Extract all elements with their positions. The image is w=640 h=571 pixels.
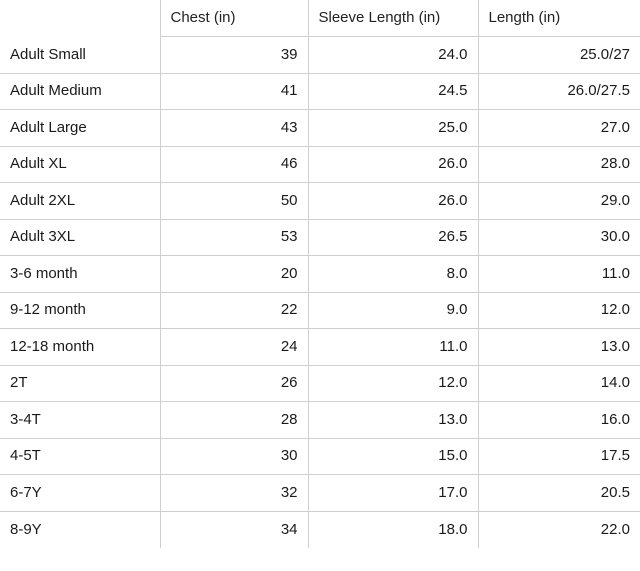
column-header-length: Length (in) — [478, 0, 640, 37]
cell-length: 22.0 — [478, 511, 640, 548]
cell-length: 27.0 — [478, 110, 640, 147]
table-row — [0, 37, 640, 74]
cell-length: 30.0 — [478, 219, 640, 256]
cell-size: Adult Medium — [0, 73, 160, 110]
cell-length: 29.0 — [478, 183, 640, 220]
table-row — [0, 256, 640, 293]
table-row — [0, 475, 640, 512]
cell-length: 14.0 — [478, 365, 640, 402]
cell-sleeve: 13.0 — [308, 402, 478, 439]
cell-length: 17.5 — [478, 438, 640, 475]
column-header-chest: Chest (in) — [160, 0, 308, 37]
cell-chest: 41 — [160, 73, 308, 110]
cell-sleeve: 26.0 — [308, 146, 478, 183]
cell-length: 25.0/27 — [478, 37, 640, 74]
cell-chest: 34 — [160, 511, 308, 548]
cell-size: Adult 2XL — [0, 183, 160, 220]
cell-size: 6-7Y — [0, 475, 160, 512]
cell-sleeve: 18.0 — [308, 511, 478, 548]
cell-chest: 22 — [160, 292, 308, 329]
cell-length: 20.5 — [478, 475, 640, 512]
cell-length: 26.0/27.5 — [478, 73, 640, 110]
cell-chest: 26 — [160, 365, 308, 402]
table-row — [0, 73, 640, 110]
table-row — [0, 511, 640, 548]
cell-length: 13.0 — [478, 329, 640, 366]
table-row — [0, 402, 640, 439]
cell-size: 4-5T — [0, 438, 160, 475]
cell-chest: 43 — [160, 110, 308, 147]
cell-sleeve: 12.0 — [308, 365, 478, 402]
table-header — [0, 0, 640, 37]
cell-size: 3-4T — [0, 402, 160, 439]
cell-size: Adult Small — [0, 37, 160, 74]
cell-chest: 24 — [160, 329, 308, 366]
column-header-sleeve-length: Sleeve Length (in) — [308, 0, 478, 37]
cell-length: 12.0 — [478, 292, 640, 329]
cell-chest: 50 — [160, 183, 308, 220]
cell-chest: 28 — [160, 402, 308, 439]
cell-length: 11.0 — [478, 256, 640, 293]
cell-length: 16.0 — [478, 402, 640, 439]
table-row — [0, 110, 640, 147]
table-row — [0, 365, 640, 402]
cell-size: Adult Large — [0, 110, 160, 147]
cell-sleeve: 24.0 — [308, 37, 478, 74]
cell-size: 8-9Y — [0, 511, 160, 548]
column-header-size — [0, 0, 160, 37]
cell-sleeve: 15.0 — [308, 438, 478, 475]
cell-chest: 53 — [160, 219, 308, 256]
cell-chest: 30 — [160, 438, 308, 475]
table-row — [0, 292, 640, 329]
table-row — [0, 146, 640, 183]
cell-sleeve: 25.0 — [308, 110, 478, 147]
header-row — [0, 0, 640, 37]
cell-length: 28.0 — [478, 146, 640, 183]
table-body — [0, 37, 640, 548]
cell-size: 2T — [0, 365, 160, 402]
cell-chest: 32 — [160, 475, 308, 512]
cell-sleeve: 11.0 — [308, 329, 478, 366]
cell-size: Adult XL — [0, 146, 160, 183]
cell-sleeve: 17.0 — [308, 475, 478, 512]
cell-size: 12-18 month — [0, 329, 160, 366]
cell-sleeve: 9.0 — [308, 292, 478, 329]
cell-chest: 46 — [160, 146, 308, 183]
table-row — [0, 438, 640, 475]
cell-sleeve: 24.5 — [308, 73, 478, 110]
cell-sleeve: 26.0 — [308, 183, 478, 220]
cell-sleeve: 8.0 — [308, 256, 478, 293]
cell-chest: 39 — [160, 37, 308, 74]
table-row — [0, 329, 640, 366]
table-row — [0, 219, 640, 256]
cell-size: 9-12 month — [0, 292, 160, 329]
table-row — [0, 183, 640, 220]
cell-sleeve: 26.5 — [308, 219, 478, 256]
cell-size: 3-6 month — [0, 256, 160, 293]
cell-size: Adult 3XL — [0, 219, 160, 256]
cell-chest: 20 — [160, 256, 308, 293]
